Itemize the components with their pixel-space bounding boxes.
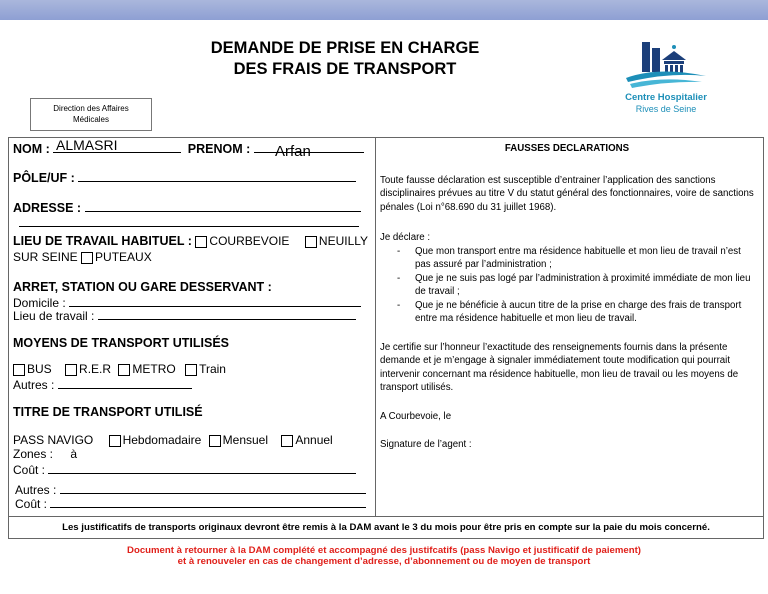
courbevoie-label: COURBEVOIE xyxy=(209,234,290,248)
annuel-checkbox[interactable] xyxy=(281,435,293,447)
neuilly-label: NEUILLY xyxy=(318,234,369,248)
je-declare: Je déclare : xyxy=(380,232,431,243)
zones-row xyxy=(13,447,77,461)
metro-label: METRO xyxy=(132,362,176,376)
cout-label: Coût : xyxy=(13,463,46,477)
hospital-building-icon xyxy=(618,38,714,94)
train-checkbox[interactable] xyxy=(185,364,197,376)
pole-field[interactable] xyxy=(78,169,356,182)
autres-row xyxy=(13,376,192,392)
domicile-label: Domicile : xyxy=(13,296,66,310)
hebdo-label: Hebdomadaire xyxy=(122,433,202,447)
pole-label: PÔLE/UF : xyxy=(13,171,75,185)
cout2-field[interactable] xyxy=(50,495,366,508)
declarations-list xyxy=(380,245,754,326)
title-line-2: DES FRAIS DE TRANSPORT xyxy=(233,60,457,78)
puteaux-label: PUTEAUX xyxy=(95,250,152,264)
declarations-para-2: Je certifie sur l’honneur l’exactitude des renseignements fournis dans la présente demande et je m’engage à signaler immédiatement toute modification qui pourrait intervenir concernant ma résidence habituelle, mon lieu de travail ou les moyens de transport utilisés. xyxy=(380,341,739,393)
direction-line-2: Médicales xyxy=(72,115,109,124)
direction-line-1: Direction des Affaires xyxy=(53,104,129,113)
adresse-field[interactable] xyxy=(85,199,361,212)
bus-label: BUS xyxy=(27,362,52,376)
puteaux-checkbox[interactable] xyxy=(81,252,93,264)
declaration-item: - Que je ne suis pas logé par l’administration à proximité immédiate de mon lieu de travail ; xyxy=(415,272,754,299)
bus-checkbox[interactable] xyxy=(13,364,25,376)
autres2-label: Autres : xyxy=(15,483,57,497)
red-note-line-1: Document à retourner à la DAM complété et accompagné des justifcatifs (pass Navigo et justificatif de paiement) xyxy=(127,545,641,556)
red-note-line-2: et à renouveler en cas de changement d’adresse, d’abonnement ou de moyen de transport xyxy=(177,556,591,567)
moyens-heading: MOYENS DE TRANSPORT UTILISÉS xyxy=(13,336,229,350)
neuilly-checkbox[interactable] xyxy=(305,236,317,248)
mensuel-label: Mensuel xyxy=(222,433,269,447)
cout-row xyxy=(13,461,356,477)
train-label: Train xyxy=(199,362,226,376)
autres-label: Autres : xyxy=(13,378,55,392)
cout2-row xyxy=(15,495,366,511)
moyens-row xyxy=(13,362,226,376)
pass-label: PASS NAVIGO xyxy=(13,433,94,447)
metro-checkbox[interactable] xyxy=(118,364,130,376)
lieu-travail-label: Lieu de travail : xyxy=(13,309,95,323)
declarations-title: FAUSSES DECLARATIONS xyxy=(504,143,630,154)
page-title xyxy=(150,38,540,80)
logo-text-1: Centre Hospitalier xyxy=(625,92,707,103)
pole-row xyxy=(13,169,356,185)
lieu-row-2 xyxy=(13,250,152,264)
zones-a: à xyxy=(70,447,78,461)
hebdo-checkbox[interactable] xyxy=(109,435,121,447)
adresse-row xyxy=(13,199,361,215)
adresse-field-2[interactable] xyxy=(19,214,359,227)
hospital-logo xyxy=(618,38,718,118)
prenom-label: PRENOM : xyxy=(187,142,251,156)
direction-box xyxy=(30,98,152,131)
lieu-travail-field[interactable] xyxy=(98,307,356,320)
title-line-1: DEMANDE DE PRISE EN CHARGE xyxy=(210,39,480,57)
arret-heading: ARRET, STATION OU GARE DESSERVANT : xyxy=(13,280,272,294)
declaration-item: - Que mon transport entre ma résidence habituelle et mon lieu de travail n’est pas assuré par l’administration ; xyxy=(415,245,754,272)
lieu-travail-row xyxy=(13,307,356,323)
cout-field[interactable] xyxy=(48,461,356,474)
domicile-field[interactable] xyxy=(69,294,361,307)
sur-seine-label: SUR SEINE xyxy=(13,250,78,264)
zones-label: Zones : xyxy=(13,447,54,461)
lieu-date: A Courbevoie, le xyxy=(380,410,452,422)
footer-note: Les justificatifs de transports originaux devront être remis à la DAM avant le 3 du mois pour être pris en compte sur la paie du mois concerné. xyxy=(8,517,764,539)
adresse-line-2 xyxy=(19,214,359,230)
autres-field[interactable] xyxy=(58,376,192,389)
adresse-label: ADRESSE : xyxy=(13,201,82,215)
prenom-value: Arfan xyxy=(275,143,311,160)
form-divider xyxy=(375,137,376,517)
autres2-field[interactable] xyxy=(60,481,366,494)
rer-label: R.E.R xyxy=(79,362,112,376)
annuel-label: Annuel xyxy=(295,433,333,447)
nom-value: ALMASRI xyxy=(56,137,118,153)
pass-row xyxy=(13,433,333,447)
rer-checkbox[interactable] xyxy=(65,364,77,376)
declarations-para-1: Toute fausse déclaration est susceptible d’entrainer l’application des sanctions disciplinaires prévues au titre V du statut général des fonctionnaires, voire de sanctions pénales (Loi n°68.690 du 31 juillet 1968). xyxy=(380,174,754,213)
declarations-column xyxy=(380,137,754,452)
footer-red-note xyxy=(0,545,768,567)
nom-label: NOM : xyxy=(13,142,50,156)
titre-heading: TITRE DE TRANSPORT UTILISÉ xyxy=(13,405,203,419)
cout2-label: Coût : xyxy=(15,497,48,511)
lieu-label: LIEU DE TRAVAIL HABITUEL : xyxy=(13,234,192,248)
lieu-row xyxy=(13,234,368,248)
courbevoie-checkbox[interactable] xyxy=(195,236,207,248)
logo-text-2: Rives de Seine xyxy=(635,104,697,114)
declaration-item: - Que je ne bénéficie à aucun titre de la prise en charge des frais de transport entre ma résidence habituelle et mon lieu de travail. xyxy=(415,299,754,326)
top-color-bar xyxy=(0,0,768,20)
signature-label: Signature de l’agent : xyxy=(380,439,472,450)
mensuel-checkbox[interactable] xyxy=(209,435,221,447)
